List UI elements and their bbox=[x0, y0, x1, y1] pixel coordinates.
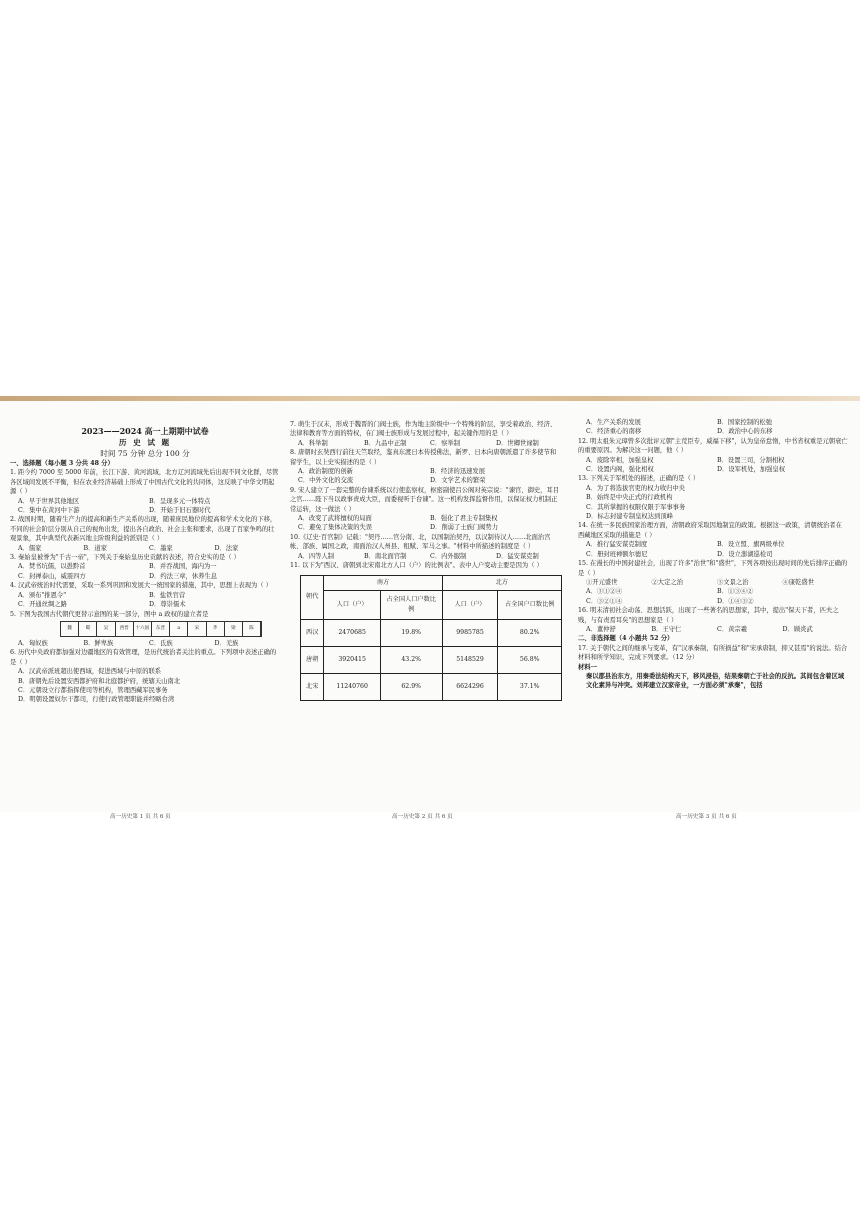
option[interactable]: B．经济的迅速发展 bbox=[430, 468, 486, 476]
table-row bbox=[301, 673, 562, 700]
item: ③文景之治 bbox=[717, 578, 749, 586]
option[interactable]: C．避免了集体决策的失误 bbox=[298, 524, 373, 532]
options-9b bbox=[290, 523, 562, 532]
options-8a bbox=[290, 467, 562, 476]
option[interactable]: C．设置内阁，强化相权 bbox=[586, 466, 654, 474]
option[interactable]: C．内外服制 bbox=[430, 552, 467, 560]
options-9a bbox=[290, 514, 562, 523]
option[interactable]: D．明朝设置奴尔干都司，行使行政管理职能并经略台湾 bbox=[18, 696, 175, 704]
question-7: 7. 萌生于汉末，形成于魏晋的门阀士族，作为地主阶级中一个特殊的阶层，享受着政治、经济、法律和教育等方面的特权，在门阀士族形成与发展过程中，起关键作用的是（ ） bbox=[290, 421, 557, 438]
population-table bbox=[300, 575, 562, 701]
option[interactable]: A．四等人制 bbox=[298, 552, 335, 560]
options-10 bbox=[290, 552, 562, 561]
option[interactable]: D．世卿世禄制 bbox=[496, 439, 539, 447]
option[interactable]: B．强化了君主专制集权 bbox=[430, 515, 498, 523]
option[interactable]: B．国家控制的松弛 bbox=[717, 419, 773, 426]
dynasty-timeline bbox=[60, 621, 262, 637]
option[interactable]: A．董仲舒 bbox=[586, 625, 616, 633]
question-5: 5. 下图为我国古代朝代更替示意图的某一部分，图中 a 政权的建立者是 bbox=[10, 610, 209, 618]
option[interactable]: D．猛安谋克制 bbox=[496, 552, 539, 560]
option[interactable]: B．并吞战国，海内为一 bbox=[149, 563, 217, 571]
option[interactable]: A．颁布"推恩令" bbox=[18, 591, 67, 599]
option[interactable]: C．察举制 bbox=[430, 439, 461, 447]
question-17: 17. 关于朝代之间的继承与变革，有"汉承秦制，有所损益"和"宋承唐制，抑又甚焉"的说法。结合材料和所学知识，完成下列要求。（12 分） bbox=[578, 644, 848, 662]
question-1: 1. 距今约 7000 至 5000 年前，长江下游、黄河流域，北方辽河流域先后出现不同文化群，尽管各区域间发展不平衡，但在农业经济基础上形成了中国古代文化的共同体，这反映了中华文明起源（ ） bbox=[10, 469, 279, 496]
table-header-north: 北方 bbox=[442, 575, 561, 590]
table-header-pop: 人口（户） bbox=[442, 590, 498, 619]
options-3a bbox=[10, 562, 280, 571]
table-cell: 2470685 bbox=[324, 619, 380, 646]
option[interactable]: D．文学艺术的繁荣 bbox=[430, 477, 486, 485]
question-8: 8. 唐朝时玄奘西行前往天竺取经，鉴真东渡日本传授佛法，新罗、日本向唐朝派遣了许多使节和留学生，以上史实描述的是（ ） bbox=[290, 449, 557, 466]
options-12a bbox=[578, 456, 848, 465]
question-11: 11. 以下为"西汉、唐朝到北宋南北方人口（户）的比例表"。表中人户变动主要是因为（ ） bbox=[290, 562, 543, 570]
question-3: 3. 秦始皇被誉为"千古一帝"，下列关于秦始皇历史贡献的表述，符合史实的是（ ） bbox=[10, 554, 240, 562]
option[interactable]: A．推行猛安谋克制度 bbox=[586, 541, 648, 549]
question-15: 15. 在漫长的中国封建社会，出现了许多"治世"和"盛世"，下列各项按出现时间的先后排序正确的是（ ） bbox=[578, 560, 848, 577]
option[interactable]: B．王守仁 bbox=[651, 625, 682, 633]
question-14: 14. 在统一多民族国家治理方面，清朝政府采取因地制宜的政策。根据这一政策，清朝统治者在西藏地区采取的措施是（ ） bbox=[578, 522, 842, 539]
item: ②大定之治 bbox=[651, 578, 683, 586]
exam-time-score: 时间 75 分钟 总分 100 分 bbox=[100, 449, 190, 458]
options-14b bbox=[578, 550, 848, 559]
page-footer: 高一历史第 2 页 共 6 页 bbox=[392, 814, 453, 820]
option[interactable]: A．废除宰相，加强皇权 bbox=[586, 456, 654, 464]
option[interactable]: C．元朝设立行都指挥使司等机构，管理西藏军民事务 bbox=[18, 686, 168, 694]
options-1a bbox=[10, 497, 280, 506]
table-row bbox=[301, 619, 562, 646]
option[interactable]: A．科举制 bbox=[298, 439, 328, 447]
timeline-cell: 蜀 bbox=[79, 622, 97, 636]
options-16 bbox=[578, 625, 848, 634]
section-heading: 二、非选择题（4 小题共 52 分） bbox=[578, 635, 674, 643]
option[interactable]: A．儒家 bbox=[18, 544, 42, 552]
items-15 bbox=[578, 578, 848, 587]
options-15a bbox=[578, 587, 848, 596]
table-row bbox=[301, 646, 562, 673]
options-12b bbox=[578, 465, 848, 474]
question-6: 6. 历代中央政府都加强对边疆地区的有效管理，是历代统治者关注的重点。下列项中表述正确的是（ ） bbox=[10, 649, 277, 666]
timeline-cell: 宋 bbox=[188, 622, 206, 636]
option[interactable]: B．鲜卑族 bbox=[83, 639, 114, 647]
page-3 bbox=[578, 410, 848, 691]
option[interactable]: B．道家 bbox=[83, 544, 108, 552]
option[interactable]: C．集中在黄河中下游 bbox=[18, 507, 80, 515]
option[interactable]: D．羌族 bbox=[214, 639, 239, 647]
table-cell: 37.1% bbox=[498, 673, 562, 700]
option[interactable]: A．政治制度的创新 bbox=[298, 468, 353, 476]
option[interactable]: B．九品中正制 bbox=[364, 439, 407, 447]
option[interactable]: C．册封班禅额尔德尼 bbox=[586, 550, 648, 558]
question-2: 2. 战国时期，随着生产力的提高和新生产关系的出现，随着庶民地位的提高和学术文化的下移，不同的社会阶层分别从自己的视角出发，提出各自政治、社会主张和要求，出现了百家争鸣的壮观景象，其中典型代表新兴地主阶级利益的派别是（ ） bbox=[10, 516, 277, 543]
options-7 bbox=[290, 439, 562, 448]
exam-title: 2023——2024 高一上期期中试卷 bbox=[81, 426, 209, 436]
table-cell: 62.9% bbox=[380, 673, 442, 700]
option[interactable]: B．①③④② bbox=[717, 588, 754, 596]
options-1b bbox=[10, 506, 280, 515]
page-1 bbox=[10, 410, 280, 705]
section-heading: 一、选择题（每小题 3 分共 48 分） bbox=[10, 460, 114, 467]
timeline-cell: 东晋 bbox=[152, 622, 170, 636]
table-cell: 西汉 bbox=[301, 619, 324, 646]
option[interactable]: D．政治中心的东移 bbox=[717, 428, 773, 436]
option[interactable]: A．③①②④ bbox=[586, 588, 623, 596]
option[interactable]: B．始终是中央正式的行政机构 bbox=[586, 494, 673, 502]
table-cell: 3920415 bbox=[324, 646, 380, 673]
option[interactable]: D．尊崇儒术 bbox=[149, 601, 186, 609]
options-2 bbox=[10, 544, 280, 553]
table-header-dynasty: 朝代 bbox=[301, 575, 324, 619]
option[interactable]: C．其所掌握的权限仅限于军事事务 bbox=[586, 503, 686, 511]
timeline-cell: 十六国 bbox=[134, 622, 152, 636]
table-cell: 9985785 bbox=[442, 619, 498, 646]
option[interactable]: D．约法三章，休养生息 bbox=[149, 572, 218, 580]
table-header-ratio: 占全国人口户数比例 bbox=[380, 590, 442, 619]
timeline-cell: 齐 bbox=[207, 622, 225, 636]
option[interactable]: A．早于世界其他地区 bbox=[18, 497, 80, 505]
option[interactable]: A．焚书坑儒，以愚黔首 bbox=[18, 563, 86, 571]
table-cell: 19.8% bbox=[380, 619, 442, 646]
table-cell: 11240760 bbox=[324, 673, 380, 700]
options-15b bbox=[578, 597, 848, 606]
table-header-pop: 人口（户） bbox=[324, 590, 380, 619]
option[interactable]: C．中外文化的交流 bbox=[298, 477, 354, 485]
option[interactable]: B．设置三司，分割相权 bbox=[717, 456, 785, 464]
options-4a bbox=[10, 591, 280, 600]
option[interactable]: D．标志封建专制皇权达到顶峰 bbox=[586, 513, 673, 521]
question-16: 16. 明末清初社会动荡、思想活跃，出现了一些著名的思想家，其中，提出"保天下者，匹夫之贱，与有责焉耳矣"的思想家是（ ） bbox=[578, 607, 839, 624]
table-header-south: 南方 bbox=[324, 575, 442, 590]
timeline-cell: 西晋 bbox=[116, 622, 134, 636]
option[interactable]: B．盐铁官营 bbox=[149, 591, 186, 599]
option[interactable]: A．改变了武将擅权的局面 bbox=[298, 515, 372, 523]
option[interactable]: C．黄宗羲 bbox=[717, 625, 748, 633]
option[interactable]: C．墨家 bbox=[149, 544, 173, 552]
option[interactable]: A．为了将选拔官吏的权力收归中央 bbox=[586, 484, 686, 492]
material-text: 秦以郡县治东方，用秦委法结构天下，移风浸俗，结果秦朝亡于社会的反抗。其间包含着区域文化素异与冲突。刘邦建立汉家帝业，一方面必须"承秦"，包括 bbox=[586, 672, 845, 690]
option[interactable]: B．唐朝先后设置安西都护府和北庭都护府，统辖天山南北 bbox=[18, 677, 181, 685]
option[interactable]: A．汉武帝派班超出使西域，促进西域与中原的联系 bbox=[18, 668, 162, 676]
table-cell: 43.2% bbox=[380, 646, 442, 673]
question-12: 12. 明太祖朱元璋曾多次批评元朝"主荒臣专，威福下移"，认为皇帝怠惰，中书省权重是元朝衰亡的重要原因。为解决这一问题，他（ ） bbox=[578, 437, 848, 455]
table-cell: 56.8% bbox=[498, 646, 562, 673]
table-cell: 6624296 bbox=[442, 673, 498, 700]
timeline-cell: 魏 bbox=[61, 622, 79, 636]
option[interactable]: A．生产关系的发展 bbox=[586, 419, 641, 426]
option[interactable]: D．①④③② bbox=[717, 597, 754, 605]
page-2 bbox=[290, 410, 562, 701]
option[interactable]: D．法家 bbox=[214, 544, 239, 552]
option[interactable]: D．设立澎湖巡检司 bbox=[717, 550, 773, 558]
option[interactable]: D．削弱了士族门阀势力 bbox=[430, 524, 499, 532]
table-cell: 北宋 bbox=[301, 673, 324, 700]
table-cell: 唐朝 bbox=[301, 646, 324, 673]
options-11a bbox=[578, 418, 848, 427]
option[interactable]: C．开通丝绸之路 bbox=[18, 601, 67, 609]
material-label: 材料一 bbox=[578, 663, 597, 671]
item: ①开元盛世 bbox=[586, 578, 618, 586]
timeline-cell: 陈 bbox=[243, 622, 261, 636]
options-8b bbox=[290, 476, 562, 485]
options-5 bbox=[10, 639, 280, 648]
option[interactable]: C．氐族 bbox=[149, 639, 173, 647]
option[interactable]: D．开始于旧石器时代 bbox=[149, 507, 211, 515]
table-cell: 80.2% bbox=[498, 619, 562, 646]
option[interactable]: B．南北面官制 bbox=[364, 552, 407, 560]
option[interactable]: D．设军机处，加强皇权 bbox=[717, 466, 786, 474]
question-4: 4. 汉武帝统治时代需要，采取一系列巩固和发展大一统国家的措施，其中，思想上表现为（ ） bbox=[10, 582, 272, 590]
page-footer: 高一历史第 1 页 共 6 页 bbox=[110, 814, 171, 820]
question-9: 9. 宋人建立了一套完整的台谏系统以行使监察权，枢密副使吕公阁对英宗说："谏官、御史，耳目之官……陛下当以政事责成大臣，而委视听于台谏"。这一机构发挥监督作用，以保证权力机制正常运转，这一做法（ ） bbox=[290, 486, 560, 513]
options-14a bbox=[578, 540, 848, 549]
exam-subject: 历 史 试 题 bbox=[118, 438, 172, 447]
option[interactable]: B．呈现多元一体特点 bbox=[149, 497, 211, 505]
timeline-cell: a bbox=[170, 622, 188, 636]
option[interactable]: B．设立盟、旗两级单位 bbox=[717, 541, 785, 549]
options-11b bbox=[578, 427, 848, 436]
options-3b bbox=[10, 572, 280, 581]
table-cell: 5148529 bbox=[442, 646, 498, 673]
option[interactable]: C．经济重心的南移 bbox=[586, 428, 642, 436]
timeline-cell: 吴 bbox=[97, 622, 115, 636]
item: ④康乾盛世 bbox=[782, 578, 814, 586]
table-header-ratio: 占全国户口数比例 bbox=[498, 590, 562, 619]
option[interactable]: C．封禅泰山，威震四方 bbox=[18, 572, 86, 580]
question-10: 10.《辽史·百官制》记载："契丹……官分南、北，以国制治契丹，以汉制待汉人……北面治宫帐、部族、属国之政，南面治汉人州县、租赋、军马之事。"材料中所描述的制度是（ ） bbox=[290, 533, 551, 551]
option[interactable]: A．匈奴族 bbox=[18, 639, 48, 647]
page-footer: 高一历史第 3 页 共 6 页 bbox=[676, 814, 737, 820]
option[interactable]: C．③②①④ bbox=[586, 597, 623, 605]
question-13: 13. 下列关于军机处的描述，正确的是（ ） bbox=[578, 475, 700, 483]
option[interactable]: D．顾炎武 bbox=[782, 625, 813, 633]
timeline-cell: 梁 bbox=[225, 622, 243, 636]
options-4b bbox=[10, 600, 280, 609]
